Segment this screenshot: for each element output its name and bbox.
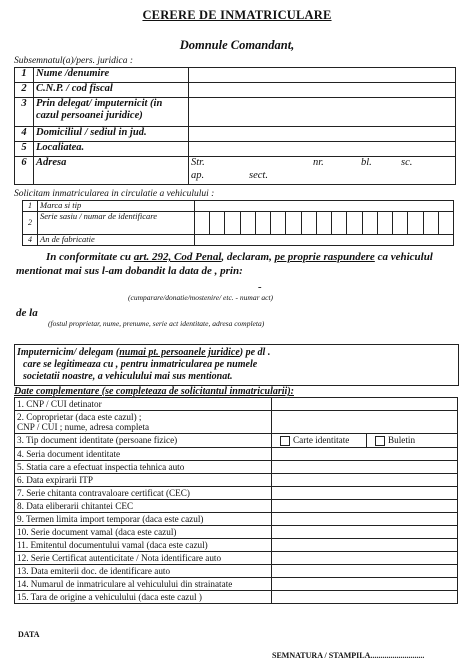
row-number: 2 (15, 83, 34, 98)
proxy-id-line: care se legitimeaza cu , pentru inmatricularea pe numele (23, 359, 258, 370)
row-label: Adresa (34, 157, 189, 185)
value-field[interactable] (272, 512, 458, 525)
applicant-label: Subsemnatul(a)/pers. juridica : (14, 56, 134, 66)
staircase-label: sc. (401, 157, 413, 168)
table-row (15, 499, 458, 512)
table-row (15, 447, 458, 460)
value-field[interactable] (272, 499, 458, 512)
table-row (15, 525, 458, 538)
table-row (15, 512, 458, 525)
locality-field[interactable] (189, 142, 456, 157)
document-title: CERERE DE INMATRICULARE (142, 8, 332, 22)
row-label: 7. Serie chitanta contravaloare certificat (CEC) (15, 486, 272, 499)
table-row (15, 434, 458, 448)
value-field[interactable] (272, 538, 458, 551)
row-label: Localiatea. (34, 142, 189, 157)
greeting: Domnule Comandant, (179, 38, 295, 52)
table-row (15, 473, 458, 486)
apartment-label: ap. (191, 170, 205, 181)
vin-char-cell[interactable] (393, 212, 408, 235)
complementary-table (14, 397, 458, 604)
id-option[interactable] (367, 434, 458, 448)
option-label: Carte identitate (293, 435, 350, 445)
option-label: Buletin (388, 435, 416, 445)
table-row (15, 460, 458, 473)
applicant-row (15, 83, 456, 98)
table-row (15, 411, 458, 434)
row-number: 1 (23, 201, 38, 212)
row-label-line: CNP / CUI ; nume, adresa completa (17, 422, 150, 432)
block-label: bl. (361, 157, 372, 168)
declaration-part: In conformitate cu (46, 251, 134, 263)
value-field[interactable] (272, 411, 458, 434)
declaration-part: ca vehiculul mentionat mai sus l-am dobandit la data de , prin: (16, 251, 433, 277)
vehicle-row (23, 212, 454, 235)
row-number: 1 (15, 68, 34, 83)
vehicle-row (23, 201, 454, 212)
row-label: 11. Emitentul documentului vamal (daca este cazul) (15, 538, 272, 551)
table-row (15, 398, 458, 411)
applicant-table (14, 67, 456, 185)
row-number: 2 (23, 212, 38, 235)
address-field[interactable] (189, 157, 456, 185)
checkbox-identity-card[interactable] (280, 436, 290, 446)
applicant-row (15, 98, 456, 127)
vin-char-cell[interactable] (210, 212, 225, 235)
vin-char-cell[interactable] (347, 212, 362, 235)
row-label: 5. Statia care a efectuat inspectia tehnica auto (15, 460, 272, 473)
declaration-text (16, 250, 460, 278)
acquisition-dash: - (258, 281, 262, 293)
vehicle-label: Solicitam inmatricularea in circulatie a vehiculului : (14, 189, 215, 199)
vin-char-cell[interactable] (423, 212, 438, 235)
id-option[interactable] (272, 434, 367, 448)
vin-char-cell[interactable] (255, 212, 270, 235)
value-field[interactable] (272, 590, 458, 603)
row-label: 12. Serie Certificat autenticitate / Nota identificare auto (15, 551, 272, 564)
row-label: Marca si tip (38, 201, 195, 212)
acquisition-hint: (cumparare/donatie/mostenire/ etc. - numar act) (128, 293, 274, 302)
row-label: 4. Seria document identitate (15, 447, 272, 460)
applicant-row (15, 157, 456, 185)
applicant-row (15, 68, 456, 83)
value-field[interactable] (272, 398, 458, 411)
row-label: 10. Serie document vamal (daca este cazul) (15, 525, 272, 538)
vin-char-cell[interactable] (316, 212, 331, 235)
previous-owner-hint: (fostul proprietar, nume, prenume, serie act identitate, adresa completa) (48, 319, 265, 328)
vin-char-cell[interactable] (225, 212, 240, 235)
row-label (15, 411, 272, 434)
value-field[interactable] (272, 525, 458, 538)
value-field[interactable] (272, 577, 458, 590)
vin-char-cell[interactable] (195, 212, 210, 235)
value-field[interactable] (272, 551, 458, 564)
row-label: Nume /denumire (34, 68, 189, 83)
table-row (15, 564, 458, 577)
vin-char-cell[interactable] (332, 212, 347, 235)
row-label: 8. Data eliberarii chitantei CEC (15, 499, 272, 512)
row-number: 3 (15, 98, 34, 127)
proxy-vehicle-line: societatii noastre, a vehiculului mai sus mentionat. (23, 371, 233, 382)
row-label: 9. Termen limita import temporar (daca este cazul) (15, 512, 272, 525)
value-field[interactable] (272, 473, 458, 486)
proxy-part: ) pe dl . (239, 347, 271, 358)
checkbox-id-booklet[interactable] (375, 436, 385, 446)
date-label: DATA (18, 630, 40, 639)
vin-char-cell[interactable] (377, 212, 392, 235)
row-label: 1. CNP / CUI detinator (15, 398, 272, 411)
sector-label: sect. (249, 170, 268, 181)
number-label: nr. (313, 157, 324, 168)
value-field[interactable] (272, 460, 458, 473)
vehicle-row (23, 235, 454, 246)
table-row (15, 486, 458, 499)
row-label: Domiciliul / sediul in jud. (34, 127, 189, 142)
vin-char-cell[interactable] (286, 212, 301, 235)
vin-char-cell[interactable] (438, 212, 453, 235)
row-number: 4 (23, 235, 38, 246)
county-field[interactable] (189, 127, 456, 142)
vin-char-cell[interactable] (301, 212, 316, 235)
own-responsibility: pe proprie raspundere (274, 251, 375, 263)
table-row (15, 538, 458, 551)
applicant-row (15, 127, 456, 142)
delegate-field[interactable] (189, 98, 456, 127)
value-field[interactable] (272, 486, 458, 499)
row-number: 6 (15, 157, 34, 185)
street-label: Str. (191, 157, 205, 168)
table-row (15, 551, 458, 564)
proxy-box (14, 344, 459, 386)
complementary-title: Date complementare (se completeaza de solicitantul inmatricularii): (14, 386, 294, 397)
row-label: 6. Data expirarii ITP (15, 473, 272, 486)
row-label: Serie sasiu / numar de identificare (38, 212, 195, 235)
row-label: 3. Tip document identitate (persoane fizice) (15, 434, 272, 448)
table-row (15, 590, 458, 603)
vin-char-cell[interactable] (408, 212, 423, 235)
vin-char-cell[interactable] (362, 212, 377, 235)
row-label: 13. Data emiterii doc. de identificare auto (15, 564, 272, 577)
vin-char-cell[interactable] (240, 212, 255, 235)
cnp-field[interactable] (189, 83, 456, 98)
penal-code-article: art. 292, Cod Penal (133, 251, 222, 263)
year-field[interactable] (195, 235, 454, 246)
vehicle-table (22, 200, 454, 246)
row-label: An de fabricatie (38, 235, 195, 246)
proxy-line (15, 345, 458, 359)
value-field[interactable] (272, 564, 458, 577)
value-field[interactable] (272, 447, 458, 460)
row-number: 4 (15, 127, 34, 142)
name-field[interactable] (189, 68, 456, 83)
from-label: de la (16, 307, 38, 319)
row-number: 5 (15, 142, 34, 157)
vin-char-cell[interactable] (271, 212, 286, 235)
signature-label: SEMNATURA / STAMPILA........................... (272, 651, 425, 660)
row-label: Prin delegat/ imputernicit (in cazul persoanei juridice) (34, 98, 189, 127)
row-label-line: 2. Coproprietar (daca este cazul) ; (17, 412, 142, 422)
row-label: C.N.P. / cod fiscal (34, 83, 189, 98)
row-label: 14. Numarul de inmatriculare al vehiculului din strainatate (15, 577, 272, 590)
table-row (15, 577, 458, 590)
declaration-part: , declaram, (221, 251, 275, 263)
row-label: 15. Tara de origine a vehiculului (daca este cazul ) (15, 590, 272, 603)
proxy-part: Imputernicim/ delegam ( (17, 347, 120, 358)
applicant-row (15, 142, 456, 157)
make-field[interactable] (195, 201, 454, 212)
legal-entities-note: numai pt. persoanele juridice (119, 347, 240, 358)
